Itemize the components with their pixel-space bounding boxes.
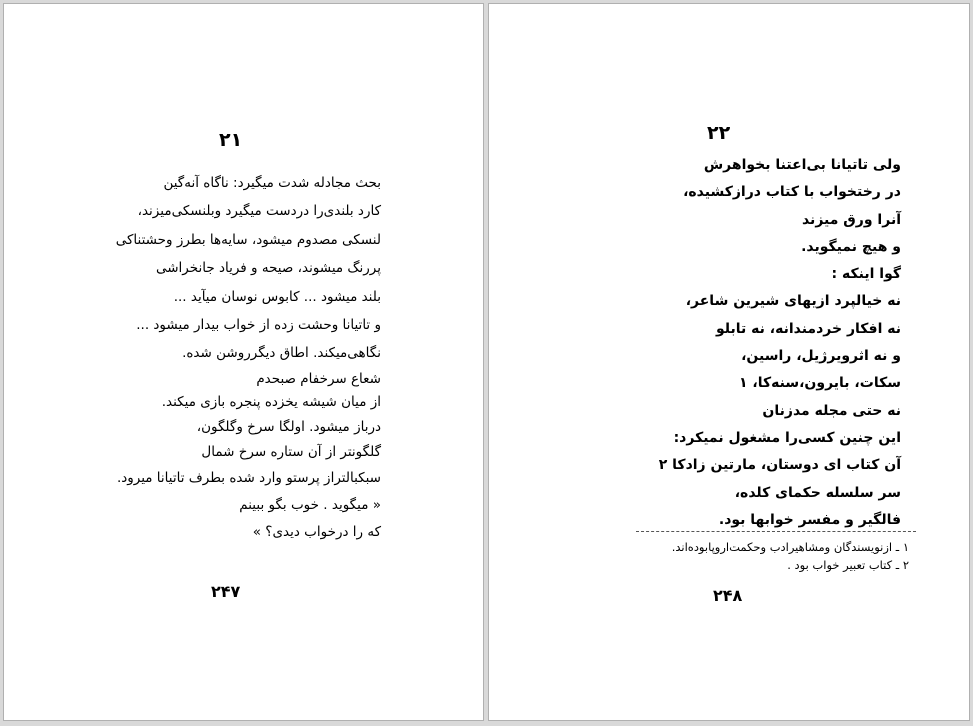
text-line: بلند میشود ... کابوس نوسان میآید ... [173, 288, 381, 305]
text-line: بحث مجادله شدت میگیرد: ناگاه آنه‌گین [163, 175, 381, 191]
text-line: سکات، بایرون،سنه‌کا، ۱ [739, 375, 901, 392]
text-line: نه افکار خردمندانه، نه تابلو [716, 320, 901, 337]
text-line: آنرا ورق میزند [801, 211, 901, 228]
text-line: در رختخواب با کتاب درازکشیده، [683, 184, 901, 201]
text-line: نه خیالپرد ازیهای شیرین شاعر، [685, 293, 901, 310]
text-line: گوا اینکه : [831, 266, 901, 283]
page-number: ۲۴۸ [713, 586, 743, 605]
text-line: ولی تاتیانا بی‌اعتنا بخواهرش [703, 157, 901, 173]
footnote-line: ۲ ـ کتاب تعبیر خواب بود . [787, 558, 909, 572]
text-line: سر سلسله حکمای کلده، [734, 484, 901, 501]
text-line: درباز میشود. اولگا سرخ وگلگون، [196, 418, 381, 435]
footnotes [672, 538, 909, 574]
text-line: آن کتاب ای دوستان، مارتین زادکا ۲ [658, 457, 901, 474]
page-number: ۲۴۷ [211, 582, 241, 601]
poem-text-block [116, 169, 381, 546]
text-line: شعاع سرخفام صبحدم [256, 370, 381, 387]
text-line: فالگیر و مفسر خوابها بود. [718, 511, 901, 528]
footnote-divider [636, 531, 916, 532]
footnote-line: ۱ ـ ازنویسندگان ومشاهیرادب وحکمت‌اروپابوده‌اند. [671, 540, 909, 554]
chapter-number: ۲۱ [219, 129, 243, 151]
text-line: و تاتیانا وحشت زده از خواب بیدار میشود ... [136, 316, 381, 333]
text-line: از میان شیشه یخزده پنجره بازی میکند. [161, 393, 381, 410]
text-line: نه حتی مجله مدزنان [762, 402, 901, 419]
poem-text-block [659, 152, 901, 534]
text-line: لنسکی مصدوم میشود، سایه‌ها بطرز وحشتناکی [115, 231, 381, 248]
text-line: این چنین کسی‌را مشغول نمیکرد: [673, 429, 901, 446]
left-page [3, 3, 484, 721]
text-line: پررنگ میشوند، صیحه و فریاد جانخراشی [155, 260, 381, 277]
right-page [488, 3, 970, 721]
chapter-number: ۲۲ [707, 122, 731, 144]
text-line: و نه اثرویرژیل، راسین، [741, 348, 901, 365]
text-line: و هیچ نمیگوید. [801, 238, 901, 255]
text-line: نگاهی‌میکند. اطاق دیگرروشن شده. [182, 345, 381, 362]
text-line: که را درخواب دیدی؟ » [252, 523, 381, 540]
text-line: سبکبالتراز پرستو وارد شده بطرف تاتیانا میرود. [116, 469, 381, 486]
text-line: گلگونتر از آن ستاره سرخ شمال [201, 443, 381, 460]
text-line: کارد بلندی‌را دردست میگیرد وبلنسکی‌میزند، [137, 203, 381, 220]
text-line: « میگوید . خوب بگو ببینم [239, 496, 381, 513]
